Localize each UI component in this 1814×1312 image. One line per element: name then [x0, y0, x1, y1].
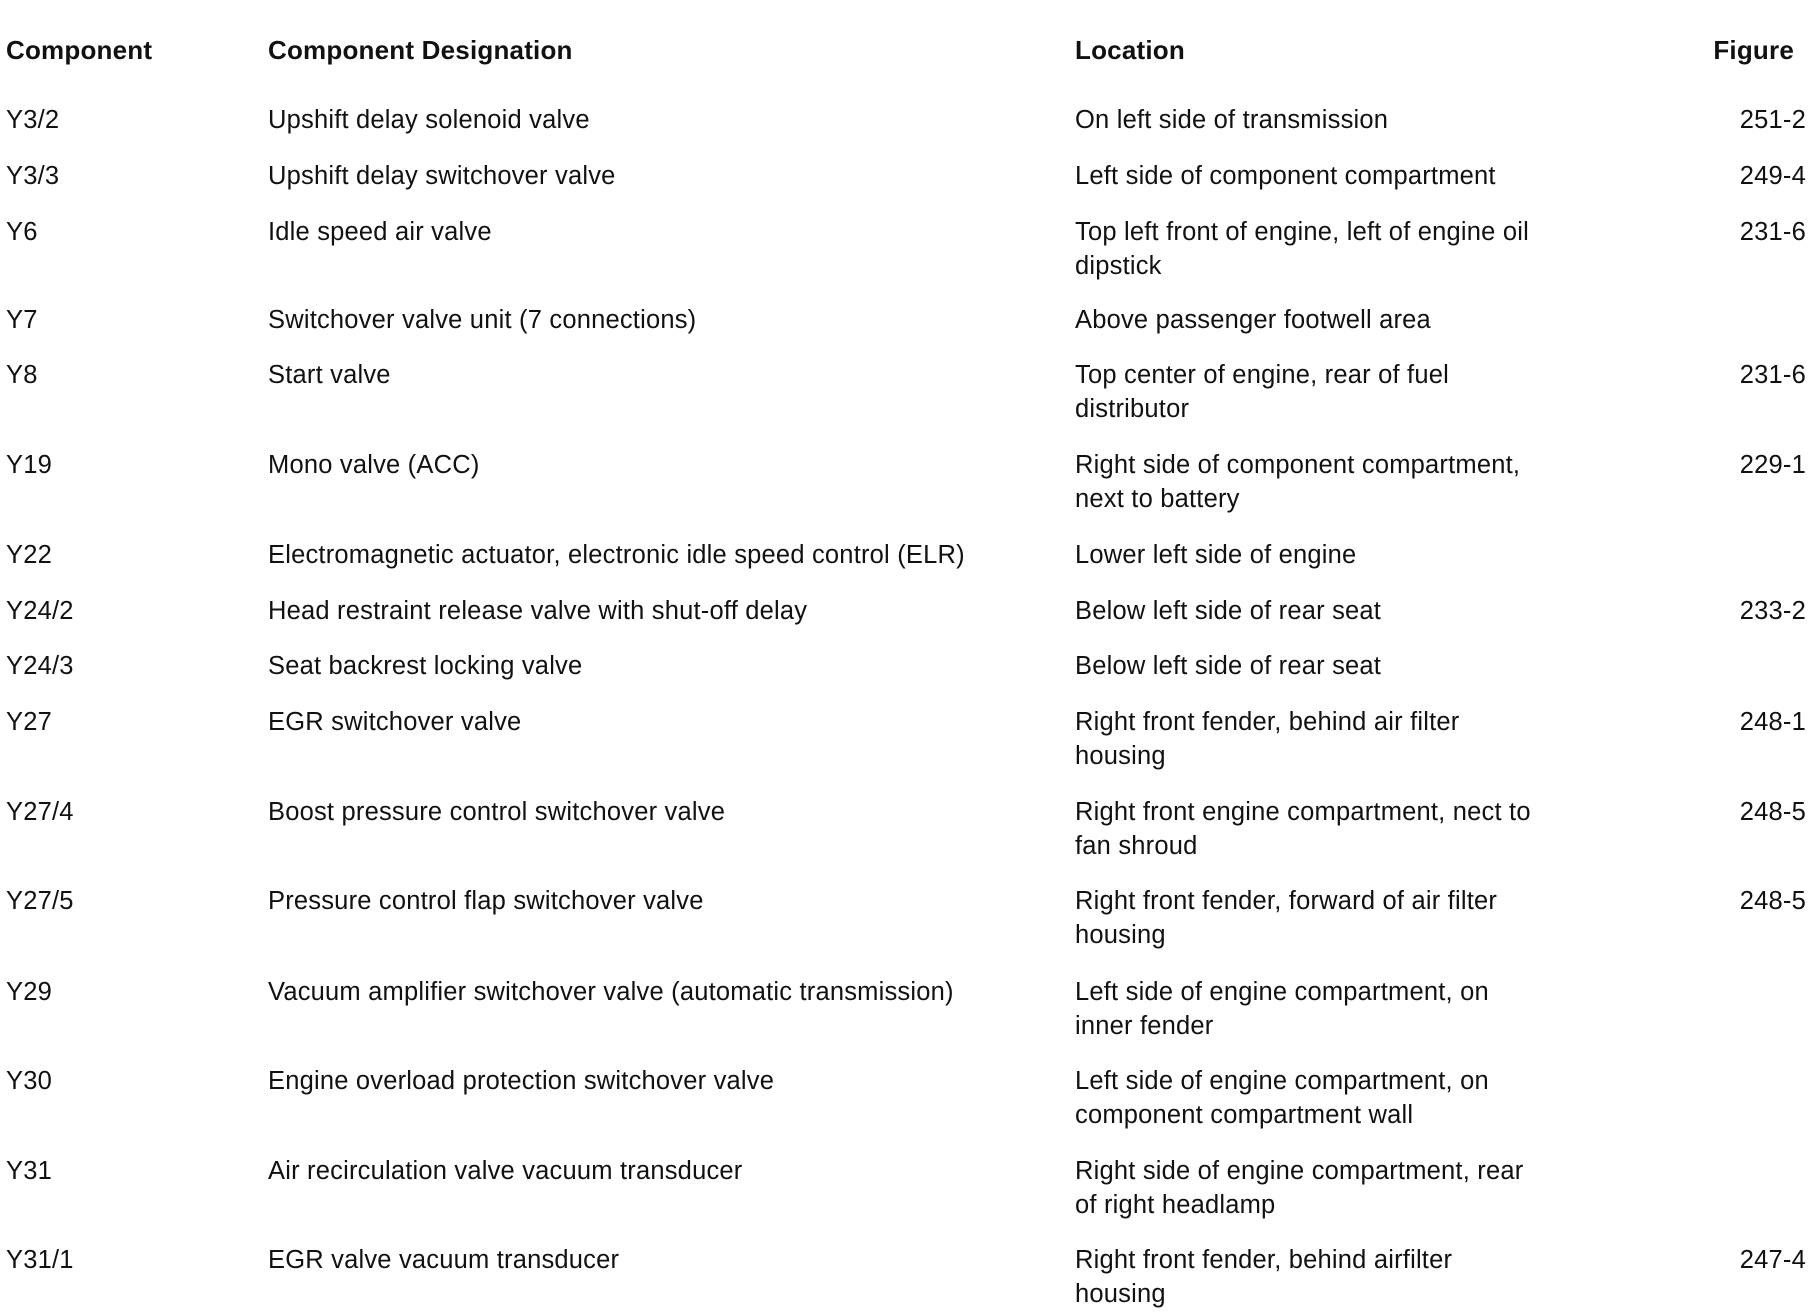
row-designation: Seat backrest locking valve	[268, 652, 583, 680]
row-component: Y24/2	[6, 597, 74, 625]
row-designation: Pressure control flap switchover valve	[268, 887, 704, 915]
row-designation: Head restraint release valve with shut-off delay	[268, 597, 808, 625]
row-figure: 247-4	[1739, 1246, 1806, 1274]
row-component: Y31	[6, 1157, 52, 1185]
row-component: Y7	[6, 306, 38, 334]
row-component: Y27/4	[6, 798, 74, 826]
row-location-line2: distributor	[1075, 395, 1190, 423]
row-designation: Upshift delay switchover valve	[268, 162, 616, 190]
row-component: Y27/5	[6, 887, 74, 915]
header-location: Location	[1075, 35, 1185, 65]
row-component: Y29	[6, 978, 52, 1006]
row-location: Left side of component compartment	[1075, 162, 1496, 190]
row-location: Right side of component compartment,	[1075, 451, 1521, 479]
row-figure: 248-5	[1739, 887, 1806, 915]
row-designation: Boost pressure control switchover valve	[268, 798, 726, 826]
row-location: On left side of transmission	[1075, 106, 1389, 134]
row-figure: 248-1	[1739, 708, 1806, 736]
row-location-line2: housing	[1075, 921, 1166, 949]
row-component: Y24/3	[6, 652, 74, 680]
row-figure: 248-5	[1739, 798, 1806, 826]
row-figure: 231-6	[1739, 218, 1806, 246]
row-designation: Start valve	[268, 361, 391, 389]
row-location-line2: housing	[1075, 1280, 1166, 1308]
row-location: Right front fender, behind airfilter	[1075, 1246, 1453, 1274]
row-designation: Switchover valve unit (7 connections)	[268, 306, 697, 334]
row-location: Above passenger footwell area	[1075, 306, 1431, 334]
row-designation: Air recirculation valve vacuum transducer	[268, 1157, 743, 1185]
row-location: Right front fender, behind air filter	[1075, 708, 1460, 736]
row-designation: EGR switchover valve	[268, 708, 522, 736]
row-location: Below left side of rear seat	[1075, 652, 1382, 680]
row-location: Right front engine compartment, nect to	[1075, 798, 1531, 826]
row-figure: 229-1	[1739, 451, 1806, 479]
row-figure: 249-4	[1739, 162, 1806, 190]
row-location-line2: fan shroud	[1075, 832, 1198, 860]
row-component: Y27	[6, 708, 52, 736]
header-component: Component	[6, 35, 153, 65]
row-location: Below left side of rear seat	[1075, 597, 1382, 625]
row-location: Left side of engine compartment, on	[1075, 1067, 1489, 1095]
row-designation: Idle speed air valve	[268, 218, 492, 246]
row-location: Right front fender, forward of air filter	[1075, 887, 1498, 915]
row-designation: Electromagnetic actuator, electronic idle speed control (ELR)	[268, 541, 965, 569]
row-location: Top left front of engine, left of engine oil	[1075, 218, 1529, 246]
row-component: Y30	[6, 1067, 52, 1095]
row-designation: Vacuum amplifier switchover valve (automatic transmission)	[268, 978, 954, 1006]
row-location-line2: inner fender	[1075, 1012, 1214, 1040]
row-location-line2: housing	[1075, 742, 1166, 770]
row-designation: EGR valve vacuum transducer	[268, 1246, 620, 1274]
header-component-designation: Component Designation	[268, 35, 573, 65]
row-location-line2: of right headlamp	[1075, 1191, 1276, 1219]
row-location-line2: component compartment wall	[1075, 1101, 1414, 1129]
row-component: Y31/1	[6, 1246, 74, 1274]
row-figure: 233-2	[1739, 597, 1806, 625]
row-designation: Mono valve (ACC)	[268, 451, 480, 479]
row-location: Lower left side of engine	[1075, 541, 1357, 569]
row-location: Right side of engine compartment, rear	[1075, 1157, 1524, 1185]
row-component: Y22	[6, 541, 52, 569]
row-designation: Upshift delay solenoid valve	[268, 106, 590, 134]
row-component: Y19	[6, 451, 52, 479]
row-location-line2: dipstick	[1075, 252, 1162, 280]
row-figure: 231-6	[1739, 361, 1806, 389]
header-figure: Figure	[1713, 35, 1794, 65]
row-component: Y8	[6, 361, 38, 389]
row-figure: 251-2	[1739, 106, 1806, 134]
row-component: Y3/3	[6, 162, 60, 190]
row-designation: Engine overload protection switchover valve	[268, 1067, 775, 1095]
row-location: Top center of engine, rear of fuel	[1075, 361, 1449, 389]
row-location-line2: next to battery	[1075, 485, 1240, 513]
row-component: Y6	[6, 218, 38, 246]
row-location: Left side of engine compartment, on	[1075, 978, 1489, 1006]
row-component: Y3/2	[6, 106, 60, 134]
